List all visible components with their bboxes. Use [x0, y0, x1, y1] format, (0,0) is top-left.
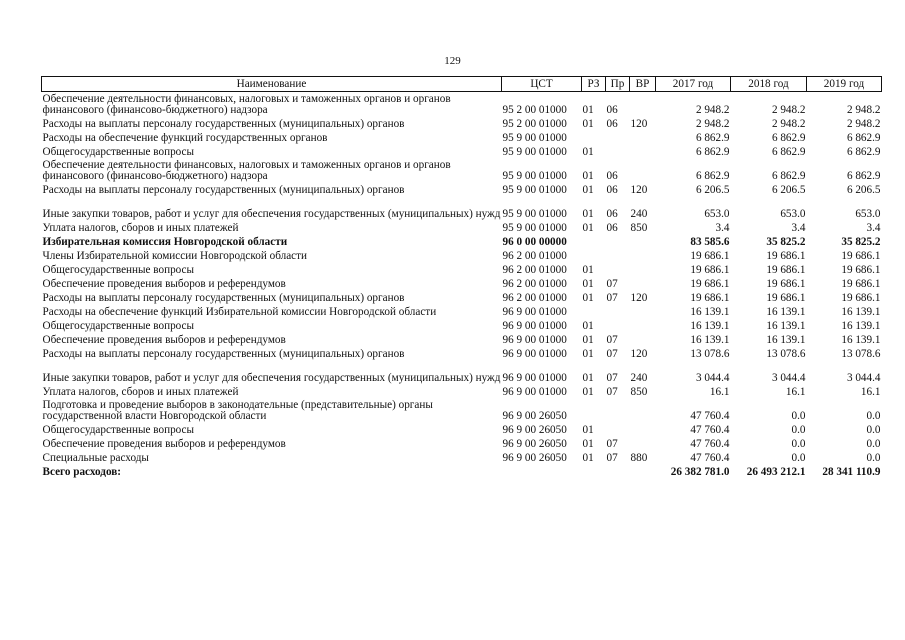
- cell-vr: 850: [630, 222, 648, 234]
- cell-2018: 0.0: [791, 452, 806, 464]
- cell-rz: [582, 464, 606, 478]
- cell-2017: 3 044.4: [695, 372, 730, 384]
- cell-2019: 19 686.1: [841, 264, 881, 276]
- table-row: [42, 304, 882, 318]
- cell-name: Расходы на обеспечение функций Избирательной комиссии Новгородской области: [42, 306, 437, 318]
- cell-2017: 19 686.1: [690, 250, 730, 262]
- cell-name: Подготовка и проведение выборов в законодательные (представительные) органы государственной власти Новгородской области: [42, 399, 433, 422]
- cell-rz: 01: [582, 278, 594, 290]
- header-cst: ЦСТ: [502, 77, 582, 92]
- cell-cst: 96 2 00 01000: [502, 250, 567, 262]
- cell-rz: [582, 130, 606, 144]
- cell-cst: 96 9 00 26050: [502, 424, 567, 436]
- cell-rz: 01: [582, 222, 594, 234]
- table-row: [42, 262, 882, 276]
- cell-2017: 13 078.6: [690, 348, 730, 360]
- cell-2019: 16 139.1: [841, 306, 881, 318]
- cell-cst: 95 9 00 01000: [502, 170, 567, 182]
- cell-2018: 0.0: [791, 438, 806, 450]
- cell-rz: 01: [582, 104, 594, 116]
- cell-2018: 26 493 212.1: [746, 466, 806, 478]
- cell-name: Общегосударственные вопросы: [42, 264, 195, 276]
- cell-pr: 07: [606, 348, 618, 360]
- cell-name: Члены Избирательной комиссии Новгородской области: [42, 250, 308, 262]
- cell-vr: [630, 464, 656, 478]
- cell-2019: 16 139.1: [841, 320, 881, 332]
- cell-vr: 120: [630, 348, 648, 360]
- cell-vr: 880: [630, 452, 648, 464]
- cell-vr: 850: [630, 386, 648, 398]
- table-row: [42, 360, 882, 384]
- cell-rz: 01: [582, 424, 594, 436]
- cell-rz: [582, 304, 606, 318]
- cell-vr: [630, 92, 656, 117]
- cell-vr: [630, 398, 656, 422]
- cell-2019: 0.0: [866, 452, 881, 464]
- cell-name: Расходы на выплаты персоналу государственных (муниципальных) органов: [42, 118, 405, 130]
- cell-pr: 07: [606, 278, 618, 290]
- cell-vr: [630, 158, 656, 182]
- cell-rz: 01: [582, 320, 594, 332]
- cell-rz: [582, 234, 606, 248]
- cell-rz: 01: [582, 386, 594, 398]
- cell-pr: [606, 422, 630, 436]
- cell-cst: 95 2 00 01000: [502, 118, 567, 130]
- cell-vr: 240: [630, 372, 648, 384]
- cell-2017: 653.0: [704, 208, 730, 220]
- cell-2017: 16.1: [709, 386, 730, 398]
- cell-2018: 3 044.4: [771, 372, 806, 384]
- cell-2017: 16 139.1: [690, 320, 730, 332]
- table-row: [42, 248, 882, 262]
- cell-rz: 01: [582, 264, 594, 276]
- cell-pr: 07: [606, 372, 618, 384]
- cell-2017: 6 862.9: [695, 170, 730, 182]
- cell-2019: 35 825.2: [841, 236, 881, 248]
- cell-2017: 16 139.1: [690, 334, 730, 346]
- table-row: [42, 234, 882, 248]
- cell-2018: 6 862.9: [771, 132, 806, 144]
- cell-name: Общегосударственные вопросы: [42, 146, 195, 158]
- cell-rz: 01: [582, 452, 594, 464]
- cell-2018: 16 139.1: [766, 320, 806, 332]
- cell-pr: 07: [606, 452, 618, 464]
- cell-name: Всего расходов:: [42, 466, 122, 478]
- cell-pr: 06: [606, 208, 618, 220]
- cell-2017: 6 206.5: [695, 184, 730, 196]
- table-row: [42, 220, 882, 234]
- cell-name: Обеспечение проведения выборов и референдумов: [42, 278, 286, 290]
- table-row: [42, 464, 882, 478]
- cell-vr: [630, 318, 656, 332]
- cell-vr: 240: [630, 208, 648, 220]
- cell-rz: 01: [582, 372, 594, 384]
- header-2017: 2017 год: [656, 77, 731, 92]
- table-row: [42, 422, 882, 436]
- cell-name: Обеспечение проведения выборов и референдумов: [42, 334, 286, 346]
- cell-pr: [606, 130, 630, 144]
- cell-2019: 19 686.1: [841, 250, 881, 262]
- cell-cst: 95 9 00 01000: [502, 184, 567, 196]
- cell-2017: 16 139.1: [690, 306, 730, 318]
- cell-name: Иные закупки товаров, работ и услуг для обеспечения государственных (муниципальных) нужд: [42, 372, 501, 384]
- table-body: [42, 92, 882, 479]
- cell-2018: 653.0: [780, 208, 806, 220]
- cell-2018: 0.0: [791, 424, 806, 436]
- table-row: [42, 346, 882, 360]
- cell-2018: 2 948.2: [771, 118, 806, 130]
- cell-pr: 06: [606, 118, 618, 130]
- cell-rz: 01: [582, 334, 594, 346]
- cell-cst: 96 9 00 01000: [502, 386, 567, 398]
- table-row: [42, 92, 882, 117]
- cell-2019: 0.0: [866, 410, 881, 422]
- cell-2017: 47 760.4: [690, 438, 730, 450]
- cell-name: Уплата налогов, сборов и иных платежей: [42, 386, 239, 398]
- cell-name: Обеспечение деятельности финансовых, налоговых и таможенных органов и органов финансового (финансово-бюджетного) надзора: [42, 159, 451, 182]
- cell-name: Общегосударственные вопросы: [42, 320, 195, 332]
- cell-rz: 01: [582, 184, 594, 196]
- cell-pr: 06: [606, 170, 618, 182]
- cell-2019: 6 862.9: [846, 146, 881, 158]
- cell-2018: 13 078.6: [766, 348, 806, 360]
- cell-cst: 96 2 00 01000: [502, 278, 567, 290]
- cell-pr: 06: [606, 184, 618, 196]
- cell-name: Избирательная комиссия Новгородской области: [42, 236, 288, 248]
- cell-2018: 6 862.9: [771, 146, 806, 158]
- cell-cst: 96 0 00 00000: [502, 236, 567, 248]
- cell-rz: 01: [582, 348, 594, 360]
- cell-2019: 16 139.1: [841, 334, 881, 346]
- cell-name: Специальные расходы: [42, 452, 149, 464]
- header-vr: ВР: [630, 77, 656, 92]
- cell-rz: 01: [582, 208, 594, 220]
- cell-pr: [606, 262, 630, 276]
- cell-pr: 07: [606, 438, 618, 450]
- cell-name: Расходы на выплаты персоналу государственных (муниципальных) органов: [42, 348, 405, 360]
- header-name: Наименование: [42, 77, 502, 92]
- cell-2019: 0.0: [866, 438, 881, 450]
- cell-name: Обеспечение проведения выборов и референдумов: [42, 438, 286, 450]
- cell-2017: 47 760.4: [690, 410, 730, 422]
- cell-2018: 19 686.1: [766, 278, 806, 290]
- cell-cst: 96 9 00 01000: [502, 334, 567, 346]
- cell-2019: 3 044.4: [846, 372, 881, 384]
- cell-2019: 6 862.9: [846, 132, 881, 144]
- cell-cst: 96 9 00 01000: [502, 372, 567, 384]
- cell-vr: [630, 144, 656, 158]
- cell-name: Расходы на выплаты персоналу государственных (муниципальных) органов: [42, 292, 405, 304]
- cell-cst: 95 9 00 01000: [502, 222, 567, 234]
- cell-pr: [606, 304, 630, 318]
- cell-vr: [630, 130, 656, 144]
- cell-2018: 2 948.2: [771, 104, 806, 116]
- cell-2017: 19 686.1: [690, 292, 730, 304]
- table-row: [42, 290, 882, 304]
- cell-pr: [606, 464, 630, 478]
- cell-2018: 6 206.5: [771, 184, 806, 196]
- cell-cst: 96 9 00 01000: [502, 320, 567, 332]
- table-row: [42, 332, 882, 346]
- cell-vr: 120: [630, 292, 648, 304]
- cell-2017: 6 862.9: [695, 132, 730, 144]
- cell-name: Иные закупки товаров, работ и услуг для обеспечения государственных (муниципальных) нужд: [42, 208, 501, 220]
- page-number: 129: [444, 55, 461, 67]
- table-row: [42, 158, 882, 182]
- cell-2017: 3.4: [715, 222, 730, 234]
- cell-pr: [606, 248, 630, 262]
- cell-2018: 19 686.1: [766, 250, 806, 262]
- cell-pr: [606, 318, 630, 332]
- cell-2019: 13 078.6: [841, 348, 881, 360]
- table-row: [42, 318, 882, 332]
- cell-2017: 2 948.2: [695, 118, 730, 130]
- cell-cst: 96 9 00 26050: [502, 452, 567, 464]
- cell-pr: [606, 398, 630, 422]
- cell-2018: 0.0: [791, 410, 806, 422]
- cell-2018: 19 686.1: [766, 292, 806, 304]
- cell-2018: 16 139.1: [766, 334, 806, 346]
- cell-vr: [630, 304, 656, 318]
- cell-cst: 95 2 00 01000: [502, 104, 567, 116]
- cell-rz: [582, 248, 606, 262]
- cell-2017: 47 760.4: [690, 424, 730, 436]
- cell-vr: [630, 332, 656, 346]
- cell-cst: 96 9 00 26050: [502, 410, 567, 422]
- cell-rz: 01: [582, 146, 594, 158]
- cell-2018: 19 686.1: [766, 264, 806, 276]
- table-row: [42, 116, 882, 130]
- cell-2017: 26 382 781.0: [670, 466, 730, 478]
- cell-2019: 2 948.2: [846, 104, 881, 116]
- cell-name: Общегосударственные вопросы: [42, 424, 195, 436]
- table-row: [42, 196, 882, 220]
- cell-cst: 95 9 00 01000: [502, 208, 567, 220]
- cell-vr: [630, 436, 656, 450]
- cell-vr: 120: [630, 118, 648, 130]
- cell-2018: 3.4: [791, 222, 806, 234]
- table-row: [42, 436, 882, 450]
- cell-2017: 19 686.1: [690, 264, 730, 276]
- table-header: [42, 77, 882, 92]
- cell-vr: [630, 276, 656, 290]
- table-row: [42, 384, 882, 398]
- cell-rz: 01: [582, 170, 594, 182]
- cell-2019: 6 862.9: [846, 170, 881, 182]
- cell-cst: 96 2 00 01000: [502, 292, 567, 304]
- cell-2017: 83 585.6: [690, 236, 730, 248]
- cell-name: Расходы на обеспечение функций государственных органов: [42, 132, 328, 144]
- table-row: [42, 398, 882, 422]
- header-2018: 2018 год: [731, 77, 807, 92]
- table-row: [42, 450, 882, 464]
- cell-pr: [606, 144, 630, 158]
- cell-2018: 16.1: [785, 386, 806, 398]
- cell-2017: 2 948.2: [695, 104, 730, 116]
- cell-cst: 96 9 00 01000: [502, 348, 567, 360]
- cell-vr: [630, 422, 656, 436]
- header-2019: 2019 год: [807, 77, 882, 92]
- cell-pr: 07: [606, 292, 618, 304]
- cell-vr: 120: [630, 184, 648, 196]
- cell-name: Уплата налогов, сборов и иных платежей: [42, 222, 239, 234]
- cell-pr: 07: [606, 386, 618, 398]
- cell-cst: 95 9 00 01000: [502, 146, 567, 158]
- table-row: [42, 276, 882, 290]
- budget-table: [41, 76, 882, 478]
- cell-cst: 96 2 00 01000: [502, 264, 567, 276]
- cell-2019: 19 686.1: [841, 278, 881, 290]
- cell-rz: 01: [582, 118, 594, 130]
- table-row: [42, 144, 882, 158]
- cell-pr: 07: [606, 334, 618, 346]
- cell-name: Расходы на выплаты персоналу государственных (муниципальных) органов: [42, 184, 405, 196]
- cell-2019: 6 206.5: [846, 184, 881, 196]
- cell-cst: [502, 464, 582, 478]
- cell-2017: 47 760.4: [690, 452, 730, 464]
- cell-vr: [630, 262, 656, 276]
- cell-rz: 01: [582, 438, 594, 450]
- cell-cst: 96 9 00 26050: [502, 438, 567, 450]
- cell-pr: 06: [606, 104, 618, 116]
- cell-vr: [630, 248, 656, 262]
- table-row: [42, 182, 882, 196]
- cell-2019: 653.0: [855, 208, 881, 220]
- cell-2018: 6 862.9: [771, 170, 806, 182]
- cell-2018: 35 825.2: [766, 236, 806, 248]
- cell-2017: 19 686.1: [690, 278, 730, 290]
- header-rz: РЗ: [582, 77, 606, 92]
- cell-2019: 2 948.2: [846, 118, 881, 130]
- cell-cst: 95 9 00 01000: [502, 132, 567, 144]
- cell-2019: 19 686.1: [841, 292, 881, 304]
- cell-pr: 06: [606, 222, 618, 234]
- header-pr: Пр: [606, 77, 630, 92]
- cell-cst: 96 9 00 01000: [502, 306, 567, 318]
- cell-2019: 16.1: [860, 386, 881, 398]
- cell-2019: 3.4: [866, 222, 881, 234]
- cell-2018: 16 139.1: [766, 306, 806, 318]
- cell-vr: [630, 234, 656, 248]
- cell-name: Обеспечение деятельности финансовых, налоговых и таможенных органов и органов финансового (финансово-бюджетного) надзора: [42, 93, 451, 116]
- cell-2019: 28 341 110.9: [822, 466, 881, 478]
- cell-pr: [606, 234, 630, 248]
- cell-rz: [582, 398, 606, 422]
- cell-2017: 6 862.9: [695, 146, 730, 158]
- table-row: [42, 130, 882, 144]
- cell-2019: 0.0: [866, 424, 881, 436]
- cell-rz: 01: [582, 292, 594, 304]
